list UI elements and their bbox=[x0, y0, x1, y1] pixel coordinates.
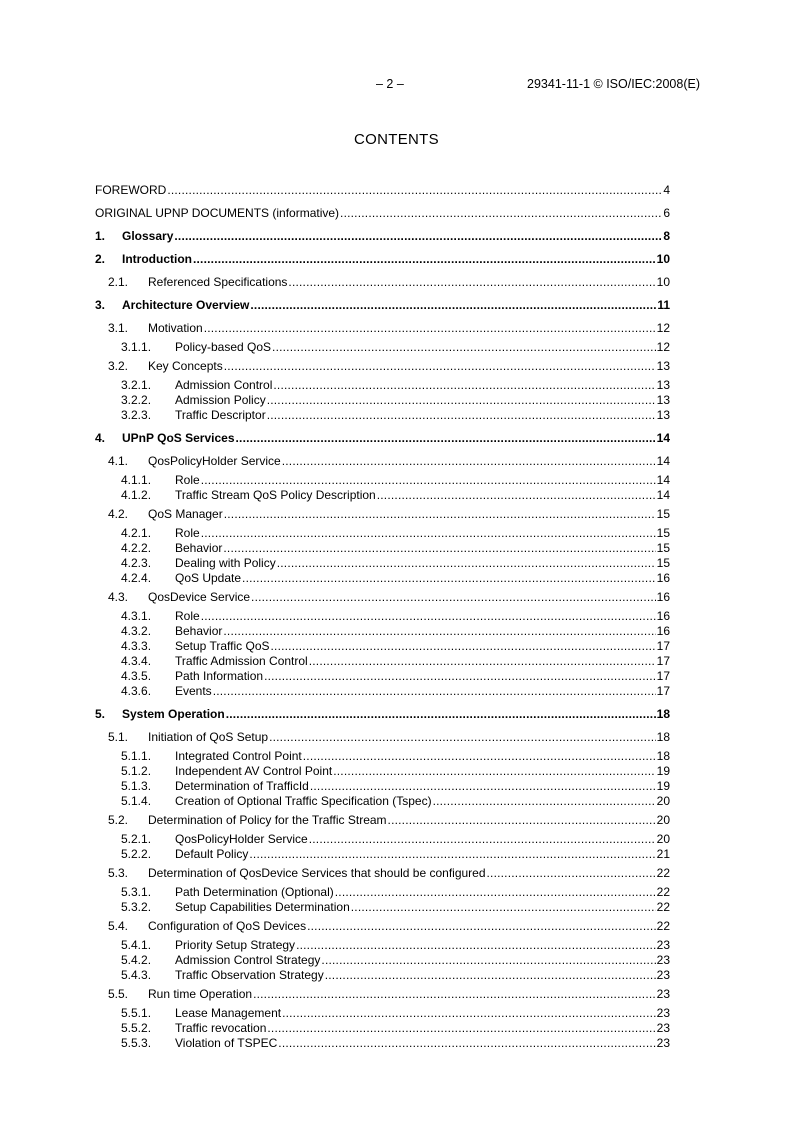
toc-entry-number: 5.5. bbox=[108, 987, 129, 1001]
toc-entry-title: Role bbox=[175, 473, 200, 487]
toc-entry-title: Path Determination (Optional) bbox=[175, 885, 334, 899]
toc-entry-number: 5.4.2. bbox=[121, 953, 152, 967]
toc-entry-title: Motivation bbox=[148, 321, 203, 335]
dot-leader bbox=[167, 183, 662, 197]
toc-entry-number: 5.2. bbox=[108, 813, 129, 827]
toc-entry[interactable] bbox=[95, 252, 670, 266]
toc-entry-title: QosDevice Service bbox=[148, 590, 251, 604]
dot-leader bbox=[267, 1021, 655, 1035]
toc-entry-number: 4.2.1. bbox=[121, 526, 152, 540]
dot-leader bbox=[303, 749, 656, 763]
dot-leader bbox=[201, 609, 656, 623]
toc-entry[interactable] bbox=[95, 183, 670, 197]
toc-entry-page: 15 bbox=[656, 556, 670, 570]
toc-entry-page: 22 bbox=[656, 919, 670, 933]
dot-leader bbox=[340, 206, 662, 220]
toc-entry[interactable] bbox=[95, 340, 670, 354]
toc-entry-page: 17 bbox=[656, 654, 670, 668]
toc-entry[interactable] bbox=[95, 987, 670, 1001]
toc-entry[interactable] bbox=[95, 473, 670, 487]
toc-entry-number: 5.1.3. bbox=[121, 779, 152, 793]
dot-leader bbox=[269, 730, 656, 744]
toc-entry-title: Determination of Policy for the Traffic Stream bbox=[148, 813, 387, 827]
toc-entry-number: 3.1.1. bbox=[121, 340, 152, 354]
dot-leader bbox=[249, 847, 655, 861]
toc-entry-title: Behavior bbox=[175, 541, 223, 555]
toc-entry-page: 16 bbox=[656, 590, 670, 604]
toc-entry-title: Dealing with Policy bbox=[175, 556, 276, 570]
toc-entry-number: 4.1. bbox=[108, 454, 129, 468]
dot-leader bbox=[277, 556, 656, 570]
dot-leader bbox=[282, 1006, 656, 1020]
toc-entry[interactable] bbox=[95, 847, 670, 861]
toc-entry-page: 13 bbox=[656, 359, 670, 373]
toc-entry-title: Setup Capabilities Determination bbox=[175, 900, 350, 914]
toc-entry-page: 20 bbox=[656, 794, 670, 808]
dot-leader bbox=[296, 938, 656, 952]
dot-leader bbox=[321, 953, 655, 967]
toc-entry-page: 23 bbox=[656, 1006, 670, 1020]
toc-entry-number: 4.2.3. bbox=[121, 556, 152, 570]
toc-entry-number: 4. bbox=[95, 431, 106, 445]
toc-entry[interactable] bbox=[95, 609, 670, 623]
toc-entry-title: Glossary bbox=[122, 229, 174, 243]
toc-entry[interactable] bbox=[95, 541, 670, 555]
toc-entry-page: 4 bbox=[663, 183, 670, 197]
toc-entry-number: 4.2. bbox=[108, 507, 129, 521]
toc-entry-title: Role bbox=[175, 609, 200, 623]
toc-entry-title: Introduction bbox=[122, 252, 192, 266]
toc-entry-title: Admission Control bbox=[175, 378, 273, 392]
dot-leader bbox=[223, 541, 655, 555]
toc-entry-page: 15 bbox=[656, 507, 670, 521]
dot-leader bbox=[309, 832, 656, 846]
toc-entry-title: Creation of Optional Traffic Specification (Tspec) bbox=[175, 794, 432, 808]
toc-entry-title: UPnP QoS Services bbox=[122, 431, 235, 445]
toc-entry[interactable] bbox=[95, 669, 670, 683]
toc-entry-title: Admission Control Strategy bbox=[175, 953, 321, 967]
toc-entry[interactable] bbox=[95, 639, 670, 653]
toc-entry-number: 3. bbox=[95, 298, 106, 312]
dot-leader bbox=[388, 813, 656, 827]
dot-leader bbox=[193, 252, 656, 266]
toc-entry-number: 5.3.1. bbox=[121, 885, 152, 899]
toc-entry-page: 17 bbox=[656, 684, 670, 698]
toc-entry-title: Architecture Overview bbox=[122, 298, 250, 312]
toc-entry[interactable] bbox=[95, 298, 670, 312]
toc-entry-title: Traffic Observation Strategy bbox=[175, 968, 324, 982]
toc-entry-title: Referenced Specifications bbox=[148, 275, 288, 289]
document-id: 29341-11-1 © ISO/IEC:2008(E) bbox=[527, 77, 700, 91]
toc-entry[interactable] bbox=[95, 919, 670, 933]
toc-entry-title: Initiation of QoS Setup bbox=[148, 730, 269, 744]
toc-entry[interactable] bbox=[95, 507, 670, 521]
dot-leader bbox=[309, 654, 656, 668]
toc-entry-page: 10 bbox=[656, 275, 670, 289]
toc-entry-page: 12 bbox=[656, 340, 670, 354]
toc-entry-title: Priority Setup Strategy bbox=[175, 938, 296, 952]
toc-entry[interactable] bbox=[95, 321, 670, 335]
toc-entry-title: Traffic revocation bbox=[175, 1021, 267, 1035]
toc-entry-page: 16 bbox=[656, 571, 670, 585]
toc-entry-page: 6 bbox=[663, 206, 670, 220]
toc-entry-page: 16 bbox=[656, 609, 670, 623]
dot-leader bbox=[377, 488, 656, 502]
toc-entry-title: Admission Policy bbox=[175, 393, 266, 407]
toc-entry[interactable] bbox=[95, 779, 670, 793]
dot-leader bbox=[487, 866, 656, 880]
toc-entry[interactable] bbox=[95, 866, 670, 880]
toc-entry-number: 4.3.6. bbox=[121, 684, 152, 698]
toc-entry[interactable] bbox=[95, 229, 670, 243]
dot-leader bbox=[271, 639, 656, 653]
contents-title: CONTENTS bbox=[354, 131, 439, 148]
toc-entry-page: 22 bbox=[656, 900, 670, 914]
toc-entry-number: 4.3.3. bbox=[121, 639, 152, 653]
toc-entry-page: 22 bbox=[656, 885, 670, 899]
toc-entry-number: 5. bbox=[95, 707, 106, 721]
toc-entry-title: Traffic Stream QoS Policy Description bbox=[175, 488, 376, 502]
toc-entry-number: 3.2.2. bbox=[121, 393, 152, 407]
toc-entry-page: 15 bbox=[656, 541, 670, 555]
toc-entry[interactable] bbox=[95, 684, 670, 698]
dot-leader bbox=[333, 764, 655, 778]
toc-entry[interactable] bbox=[95, 953, 670, 967]
toc-entry-page: 14 bbox=[656, 488, 670, 502]
toc-entry-title: Run time Operation bbox=[148, 987, 253, 1001]
dot-leader bbox=[174, 229, 662, 243]
toc-entry-page: 20 bbox=[656, 832, 670, 846]
toc-entry-page: 14 bbox=[656, 454, 670, 468]
dot-leader bbox=[223, 624, 655, 638]
toc-entry-page: 23 bbox=[656, 953, 670, 967]
toc-entry[interactable] bbox=[95, 526, 670, 540]
toc-entry-number: 5.3. bbox=[108, 866, 129, 880]
toc-entry-number: 4.1.2. bbox=[121, 488, 152, 502]
toc-entry-number: 5.5.1. bbox=[121, 1006, 152, 1020]
dot-leader bbox=[325, 968, 656, 982]
toc-entry-number: 5.1. bbox=[108, 730, 129, 744]
toc-entry-page: 22 bbox=[656, 866, 670, 880]
toc-entry-page: 13 bbox=[656, 393, 670, 407]
toc-entry-title: Behavior bbox=[175, 624, 223, 638]
toc-entry[interactable] bbox=[95, 707, 670, 721]
toc-entry-title: Configuration of QoS Devices bbox=[148, 919, 307, 933]
toc-entry-number: 1. bbox=[95, 229, 106, 243]
dot-leader bbox=[273, 378, 655, 392]
dot-leader bbox=[224, 507, 656, 521]
toc-entry[interactable] bbox=[95, 206, 670, 220]
toc-entry-title: Lease Management bbox=[175, 1006, 282, 1020]
toc-entry-number: 5.1.4. bbox=[121, 794, 152, 808]
toc-entry-number: 4.1.1. bbox=[121, 473, 152, 487]
dot-leader bbox=[288, 275, 655, 289]
toc-entry[interactable] bbox=[95, 938, 670, 952]
toc-entry[interactable] bbox=[95, 654, 670, 668]
toc-entry-number: 4.3.1. bbox=[121, 609, 152, 623]
toc-entry-number: 4.3.4. bbox=[121, 654, 152, 668]
toc-entry-page: 14 bbox=[656, 431, 670, 445]
dot-leader bbox=[267, 393, 656, 407]
toc-entry-number: 3.2. bbox=[108, 359, 129, 373]
toc-entry[interactable] bbox=[95, 749, 670, 763]
toc-entry-page: 16 bbox=[656, 624, 670, 638]
page-header bbox=[0, 77, 793, 93]
toc-entry-number: 5.4.1. bbox=[121, 938, 152, 952]
dot-leader bbox=[226, 707, 656, 721]
toc-entry-page: 23 bbox=[656, 938, 670, 952]
dot-leader bbox=[201, 473, 656, 487]
toc-entry-number: 5.2.2. bbox=[121, 847, 152, 861]
toc-entry-title: QosPolicyHolder Service bbox=[175, 832, 308, 846]
toc-entry-number: 4.2.2. bbox=[121, 541, 152, 555]
toc-entry-title: Traffic Descriptor bbox=[175, 408, 266, 422]
dot-leader bbox=[224, 359, 656, 373]
toc-entry[interactable] bbox=[95, 794, 670, 808]
dot-leader bbox=[272, 340, 656, 354]
toc-entry-title: Integrated Control Point bbox=[175, 749, 302, 763]
toc-entry-page: 21 bbox=[656, 847, 670, 861]
toc-entry-number: 5.3.2. bbox=[121, 900, 152, 914]
toc-entry[interactable] bbox=[95, 832, 670, 846]
toc-entry-page: 19 bbox=[656, 764, 670, 778]
toc-entry-page: 10 bbox=[656, 252, 670, 266]
toc-entry-page: 23 bbox=[656, 987, 670, 1001]
toc-entry-title: QosPolicyHolder Service bbox=[148, 454, 281, 468]
toc-entry-page: 18 bbox=[656, 749, 670, 763]
toc-entry-title: Setup Traffic QoS bbox=[175, 639, 270, 653]
toc-entry-title: Violation of TSPEC bbox=[175, 1036, 278, 1050]
toc-entry[interactable] bbox=[95, 730, 670, 744]
toc-entry-title: Key Concepts bbox=[148, 359, 223, 373]
toc-entry[interactable] bbox=[95, 359, 670, 373]
dot-leader bbox=[307, 919, 656, 933]
toc-entry-title: QoS Update bbox=[175, 571, 242, 585]
toc-entry[interactable] bbox=[95, 378, 670, 392]
toc-entry-page: 8 bbox=[663, 229, 670, 243]
toc-entry-page: 23 bbox=[656, 1036, 670, 1050]
toc-entry-page: 13 bbox=[656, 378, 670, 392]
toc-entry-number: 5.2.1. bbox=[121, 832, 152, 846]
toc-entry-page: 18 bbox=[656, 730, 670, 744]
toc-entry[interactable] bbox=[95, 885, 670, 899]
toc-entry-title: Events bbox=[175, 684, 212, 698]
dot-leader bbox=[253, 987, 656, 1001]
toc-entry-page: 18 bbox=[656, 707, 670, 721]
toc-entry-number: 5.1.1. bbox=[121, 749, 152, 763]
toc-entry-title: Traffic Admission Control bbox=[175, 654, 308, 668]
toc-entry-page: 14 bbox=[656, 473, 670, 487]
toc-entry-number: 5.4. bbox=[108, 919, 129, 933]
dot-leader bbox=[236, 431, 656, 445]
toc-entry-page: 15 bbox=[656, 526, 670, 540]
toc-entry-page: 17 bbox=[656, 639, 670, 653]
dot-leader bbox=[282, 454, 656, 468]
toc-entry-title: Independent AV Control Point bbox=[175, 764, 333, 778]
toc-entry-number: 5.5.3. bbox=[121, 1036, 152, 1050]
toc-entry-number: 4.3. bbox=[108, 590, 129, 604]
page-number: – 2 – bbox=[376, 77, 404, 91]
toc-entry-title: FOREWORD bbox=[95, 183, 167, 197]
toc-entry[interactable] bbox=[95, 393, 670, 407]
toc-entry[interactable] bbox=[95, 900, 670, 914]
toc-entry-page: 11 bbox=[657, 298, 670, 312]
dot-leader bbox=[213, 684, 656, 698]
toc-entry[interactable] bbox=[95, 1006, 670, 1020]
toc-entry[interactable] bbox=[95, 590, 670, 604]
toc-entry-number: 5.5.2. bbox=[121, 1021, 152, 1035]
dot-leader bbox=[204, 321, 656, 335]
toc-entry[interactable] bbox=[95, 454, 670, 468]
dot-leader bbox=[250, 298, 656, 312]
toc-entry-number: 2. bbox=[95, 252, 106, 266]
toc-entry-page: 19 bbox=[656, 779, 670, 793]
toc-entry-number: 5.1.2. bbox=[121, 764, 152, 778]
toc-entry-page: 13 bbox=[656, 408, 670, 422]
toc-entry[interactable] bbox=[95, 764, 670, 778]
toc-entry-title: Path Information bbox=[175, 669, 264, 683]
toc-entry[interactable] bbox=[95, 624, 670, 638]
toc-entry-title: QoS Manager bbox=[148, 507, 223, 521]
toc-entry-number: 4.3.2. bbox=[121, 624, 152, 638]
toc-entry-title: Determination of QosDevice Services that should be configured bbox=[148, 866, 486, 880]
dot-leader bbox=[251, 590, 656, 604]
toc-entry-page: 23 bbox=[656, 968, 670, 982]
dot-leader bbox=[351, 900, 656, 914]
toc-entry-page: 20 bbox=[656, 813, 670, 827]
dot-leader bbox=[267, 408, 656, 422]
toc-entry-page: 17 bbox=[656, 669, 670, 683]
toc-entry-number: 2.1. bbox=[108, 275, 129, 289]
toc-entry-number: 3.2.3. bbox=[121, 408, 152, 422]
toc-entry[interactable] bbox=[95, 1036, 670, 1050]
dot-leader bbox=[310, 779, 656, 793]
toc-entry-title: System Operation bbox=[122, 707, 225, 721]
toc-entry-title: Determination of TrafficId bbox=[175, 779, 309, 793]
toc-entry[interactable] bbox=[95, 408, 670, 422]
toc-entry-number: 4.2.4. bbox=[121, 571, 152, 585]
dot-leader bbox=[264, 669, 656, 683]
toc-entry-page: 23 bbox=[656, 1021, 670, 1035]
toc-entry-number: 3.1. bbox=[108, 321, 129, 335]
toc-entry[interactable] bbox=[95, 1021, 670, 1035]
toc-entry-number: 4.3.5. bbox=[121, 669, 152, 683]
dot-leader bbox=[242, 571, 656, 585]
toc-entry-title: Default Policy bbox=[175, 847, 249, 861]
dot-leader bbox=[335, 885, 656, 899]
toc-entry[interactable] bbox=[95, 571, 670, 585]
toc-entry[interactable] bbox=[95, 813, 670, 827]
toc-entry-title: ORIGINAL UPNP DOCUMENTS (informative) bbox=[95, 206, 340, 220]
dot-leader bbox=[201, 526, 656, 540]
toc-entry-number: 3.2.1. bbox=[121, 378, 152, 392]
toc-entry-number: 5.4.3. bbox=[121, 968, 152, 982]
toc-entry[interactable] bbox=[95, 968, 670, 982]
toc-entry[interactable] bbox=[95, 556, 670, 570]
toc-entry[interactable] bbox=[95, 275, 670, 289]
toc-entry[interactable] bbox=[95, 488, 670, 502]
toc-entry[interactable] bbox=[95, 431, 670, 445]
dot-leader bbox=[433, 794, 656, 808]
dot-leader bbox=[278, 1036, 655, 1050]
toc-entry-title: Policy-based QoS bbox=[175, 340, 272, 354]
toc-entry-title: Role bbox=[175, 526, 200, 540]
toc-entry-page: 12 bbox=[656, 321, 670, 335]
